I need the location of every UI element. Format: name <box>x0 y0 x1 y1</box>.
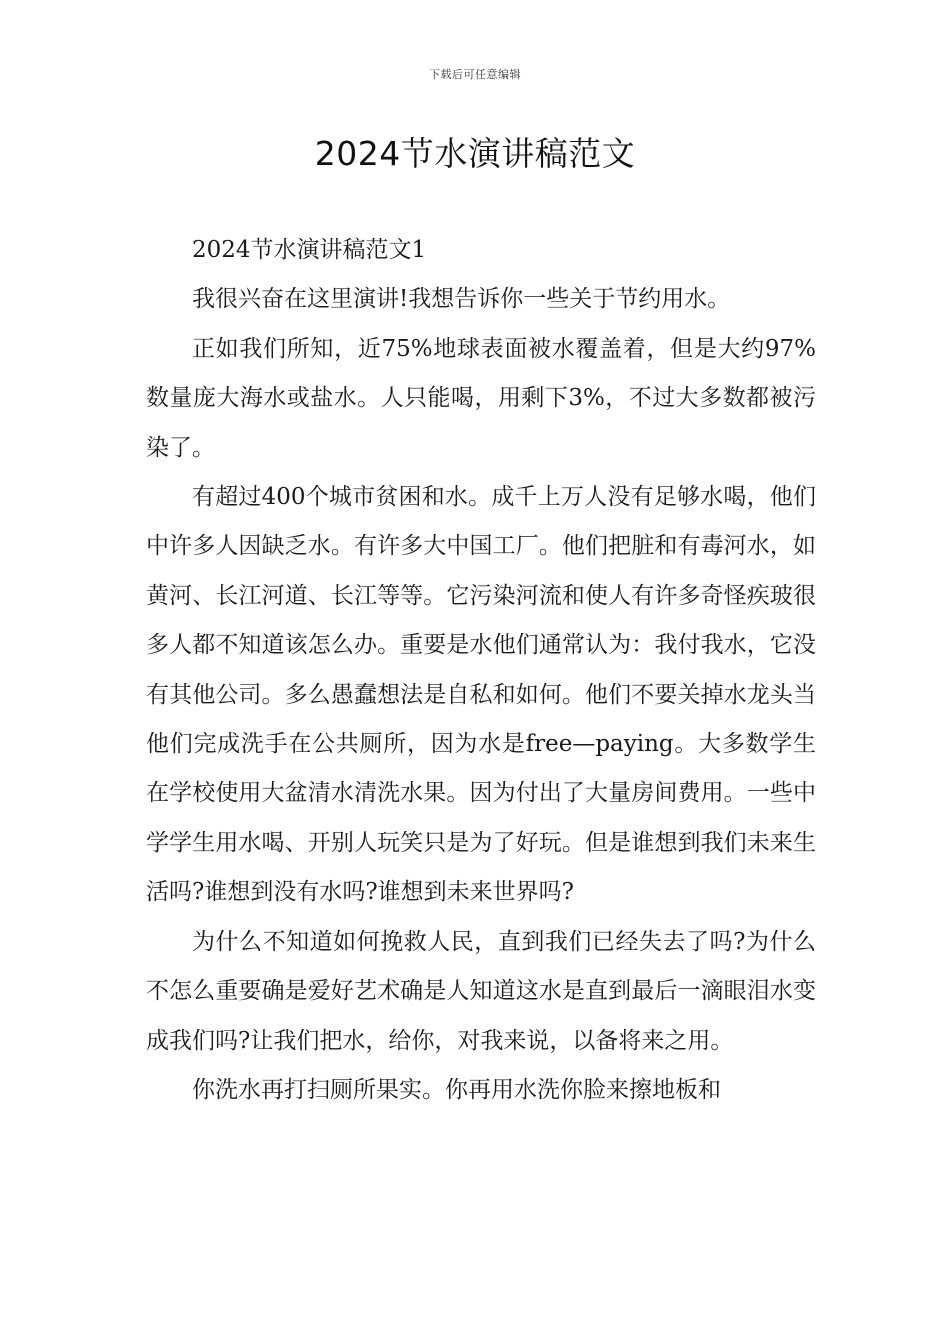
paragraph-2: 正如我们所知，近75%地球表面被水覆盖着，但是大约97%数量庞大海水或盐水。人只能喝，用剩下3%，不过大多数都被污染了。 <box>146 335 816 461</box>
document-title: 2024节水演讲稿范文 <box>314 134 636 173</box>
paragraph-5: 你洗水再打扫厕所果实。你再用水洗你脸来擦地板和 <box>192 1076 721 1103</box>
section-heading: 2024节水演讲稿范文1 <box>192 237 427 263</box>
header-note: 下载后可任意编辑 <box>429 68 521 81</box>
paragraph-3: 有超过400个城市贫困和水。成千上万人没有足够水喝，他们中许多人因缺乏水。有许多大中国工厂。他们把脏和有毒河水，如黄河、长江河道、长江等等。它污染河流和使人有许多奇怪疾玻很多人都不知道该怎么办。重要是水他们通常认为：我付我水，它没有其他公司。多么愚蠢想法是自私和如何。他们不要关掉水龙头当他们完成洗手在公共厕所，因为水是free—paying。大多数学生在学校使用大盆清水清洗水果。因为付出了大量房间费用。一些中学学生用水喝、开别人玩笑只是为了好玩。但是谁想到我们未来生活吗?谁想到没有水吗?谁想到未来世界吗? <box>146 484 816 906</box>
document-body <box>146 226 816 1115</box>
paragraph-4: 为什么不知道如何挽救人民，直到我们已经失去了吗?为什么不怎么重要确是爱好艺术确是人知道这水是直到最后一滴眼泪水变成我们吗?让我们把水，给你，对我来说，以备将来之用。 <box>146 928 816 1054</box>
paragraph-1: 我很兴奋在这里演讲!我想告诉你一些关于节约用水。 <box>192 286 731 313</box>
